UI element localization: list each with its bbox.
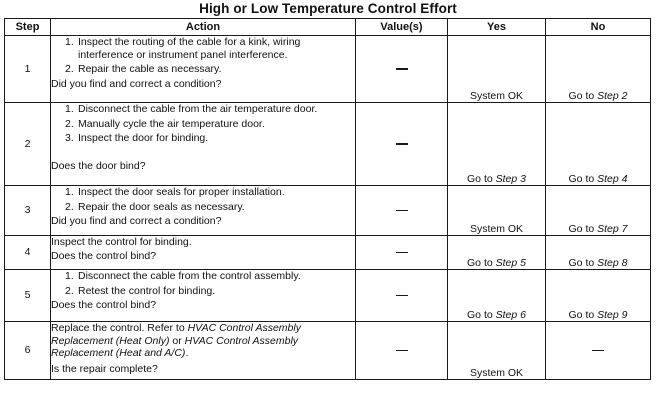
no-outcome bbox=[546, 322, 651, 380]
value-cell bbox=[356, 36, 448, 103]
column-header-action: Action bbox=[51, 19, 356, 36]
substep-number: 1. bbox=[65, 186, 74, 198]
yes-outcome bbox=[448, 322, 546, 380]
value-cell bbox=[356, 322, 448, 380]
yes-outcome bbox=[448, 236, 546, 270]
no-outcome-prefix: Go to bbox=[568, 308, 598, 321]
step-number: 4 bbox=[5, 236, 51, 270]
reference-link-heat-and-ac[interactable]: HVAC Control Assembly Replacement (Heat and A/C) bbox=[51, 334, 299, 359]
no-outcome-step-link[interactable]: Step 8 bbox=[597, 256, 628, 269]
substep-text: Repair the cable as necessary. bbox=[78, 63, 222, 75]
substep-text: Disconnect the cable from the air temperature door. bbox=[78, 103, 318, 115]
yes-outcome-step-link[interactable]: Step 3 bbox=[495, 172, 526, 185]
table-row-step-5 bbox=[5, 270, 651, 322]
table-row-step-2 bbox=[5, 103, 651, 186]
table-row-step-3 bbox=[5, 186, 651, 236]
not-applicable-dash bbox=[396, 252, 408, 253]
substep-text: Inspect the door seals for proper installation. bbox=[78, 186, 285, 198]
not-applicable-dash bbox=[592, 350, 604, 351]
action-cell bbox=[51, 36, 356, 103]
value-cell bbox=[356, 270, 448, 322]
yes-outcome-prefix: Go to bbox=[467, 256, 496, 269]
substep bbox=[65, 132, 355, 145]
substep-number: 3. bbox=[65, 132, 74, 144]
action-cell bbox=[51, 236, 356, 270]
substep bbox=[65, 270, 355, 283]
reference-link-heat-only[interactable]: HVAC Control Assembly Replacement (Heat Only) bbox=[51, 322, 301, 347]
step-number: 1 bbox=[5, 36, 51, 103]
substep bbox=[65, 285, 355, 298]
no-outcome bbox=[546, 36, 651, 103]
yes-outcome-text: System OK bbox=[469, 222, 524, 235]
action-question: Does the door bind? bbox=[51, 159, 146, 172]
substep-text: Repair the door seals as necessary. bbox=[78, 200, 245, 213]
no-outcome-step-link[interactable]: Step 9 bbox=[597, 308, 628, 321]
substep-text: Manually cycle the air temperature door. bbox=[78, 117, 265, 130]
column-header-yes: Yes bbox=[448, 19, 546, 36]
yes-outcome-text: System OK bbox=[469, 89, 524, 102]
action-cell bbox=[51, 103, 356, 186]
no-outcome-step-link[interactable]: Step 4 bbox=[597, 172, 628, 185]
header-row bbox=[5, 19, 651, 36]
substep-list bbox=[51, 103, 355, 145]
substep bbox=[65, 103, 355, 116]
substep-text: Inspect the routing of the cable for a kink, wiring interference or instrument panel interference. bbox=[78, 36, 301, 61]
step-number: 3 bbox=[5, 186, 51, 236]
diagnostic-table bbox=[4, 18, 651, 380]
substep bbox=[65, 186, 355, 199]
yes-outcome-prefix: Go to bbox=[467, 308, 496, 321]
no-outcome bbox=[546, 236, 651, 270]
no-outcome-step-link[interactable]: Step 7 bbox=[597, 222, 628, 235]
substep-number: 2. bbox=[65, 284, 74, 297]
not-applicable-dash bbox=[396, 143, 408, 144]
substep-text: Retest the control for binding. bbox=[78, 284, 216, 297]
column-header-step: Step bbox=[5, 19, 51, 36]
action-question: Did you find and correct a condition? bbox=[51, 215, 222, 227]
column-header-values: Value(s) bbox=[356, 19, 448, 36]
table-title: High or Low Temperature Control Effort bbox=[199, 1, 457, 16]
action-question: Did you find and correct a condition? bbox=[51, 77, 222, 90]
substep-number: 1. bbox=[65, 103, 74, 115]
substep bbox=[65, 201, 355, 214]
substep-text: Disconnect the cable from the control assembly. bbox=[78, 270, 301, 282]
no-outcome-prefix: Go to bbox=[568, 89, 598, 102]
substep-number: 2. bbox=[65, 200, 74, 213]
yes-outcome bbox=[448, 270, 546, 322]
column-header-no: No bbox=[546, 19, 651, 36]
substep bbox=[65, 36, 355, 61]
substep bbox=[65, 63, 355, 76]
instruction-text: . bbox=[185, 347, 189, 359]
action-cell bbox=[51, 270, 356, 322]
yes-outcome-text: System OK bbox=[469, 366, 524, 379]
value-cell bbox=[356, 236, 448, 270]
no-outcome-step-link[interactable]: Step 2 bbox=[597, 89, 628, 102]
yes-outcome-prefix: Go to bbox=[467, 172, 496, 185]
not-applicable-dash bbox=[396, 210, 408, 211]
table-row-step-4 bbox=[5, 236, 651, 270]
yes-outcome-step-link[interactable]: Step 6 bbox=[495, 308, 526, 321]
yes-outcome bbox=[448, 103, 546, 186]
yes-outcome bbox=[448, 36, 546, 103]
substep-number: 1. bbox=[65, 36, 74, 48]
no-outcome-prefix: Go to bbox=[568, 256, 598, 269]
value-cell bbox=[356, 186, 448, 236]
action-question: Is the repair complete? bbox=[51, 362, 158, 375]
substep-number: 2. bbox=[65, 63, 74, 75]
not-applicable-dash bbox=[396, 295, 408, 296]
substep bbox=[65, 118, 355, 131]
action-cell bbox=[51, 186, 356, 236]
no-outcome bbox=[546, 270, 651, 322]
not-applicable-dash bbox=[396, 68, 408, 69]
value-cell bbox=[356, 103, 448, 186]
table-row-step-6 bbox=[5, 322, 651, 380]
no-outcome bbox=[546, 186, 651, 236]
action-instruction bbox=[51, 322, 355, 360]
yes-outcome-step-link[interactable]: Step 5 bbox=[495, 256, 526, 269]
yes-outcome bbox=[448, 186, 546, 236]
table-row-step-1 bbox=[5, 36, 651, 103]
not-applicable-dash bbox=[396, 350, 408, 351]
step-number: 5 bbox=[5, 270, 51, 322]
action-question: Does the control bind? bbox=[51, 249, 157, 262]
instruction-text: or bbox=[169, 334, 185, 347]
no-outcome-prefix: Go to bbox=[568, 222, 598, 235]
substep-text: Inspect the door for binding. bbox=[78, 132, 209, 144]
instruction-text: Replace the control. Refer to bbox=[51, 322, 188, 334]
substep-list bbox=[51, 270, 355, 297]
substep-list bbox=[51, 186, 355, 213]
no-outcome bbox=[546, 103, 651, 186]
substep-number: 1. bbox=[65, 270, 74, 282]
action-cell bbox=[51, 322, 356, 380]
action-instruction: Inspect the control for binding. bbox=[51, 236, 192, 248]
substep-list bbox=[51, 36, 355, 76]
step-number: 2 bbox=[5, 103, 51, 186]
no-outcome-prefix: Go to bbox=[568, 172, 598, 185]
action-question: Does the control bind? bbox=[51, 299, 157, 311]
step-number: 6 bbox=[5, 322, 51, 380]
substep-number: 2. bbox=[65, 117, 74, 130]
